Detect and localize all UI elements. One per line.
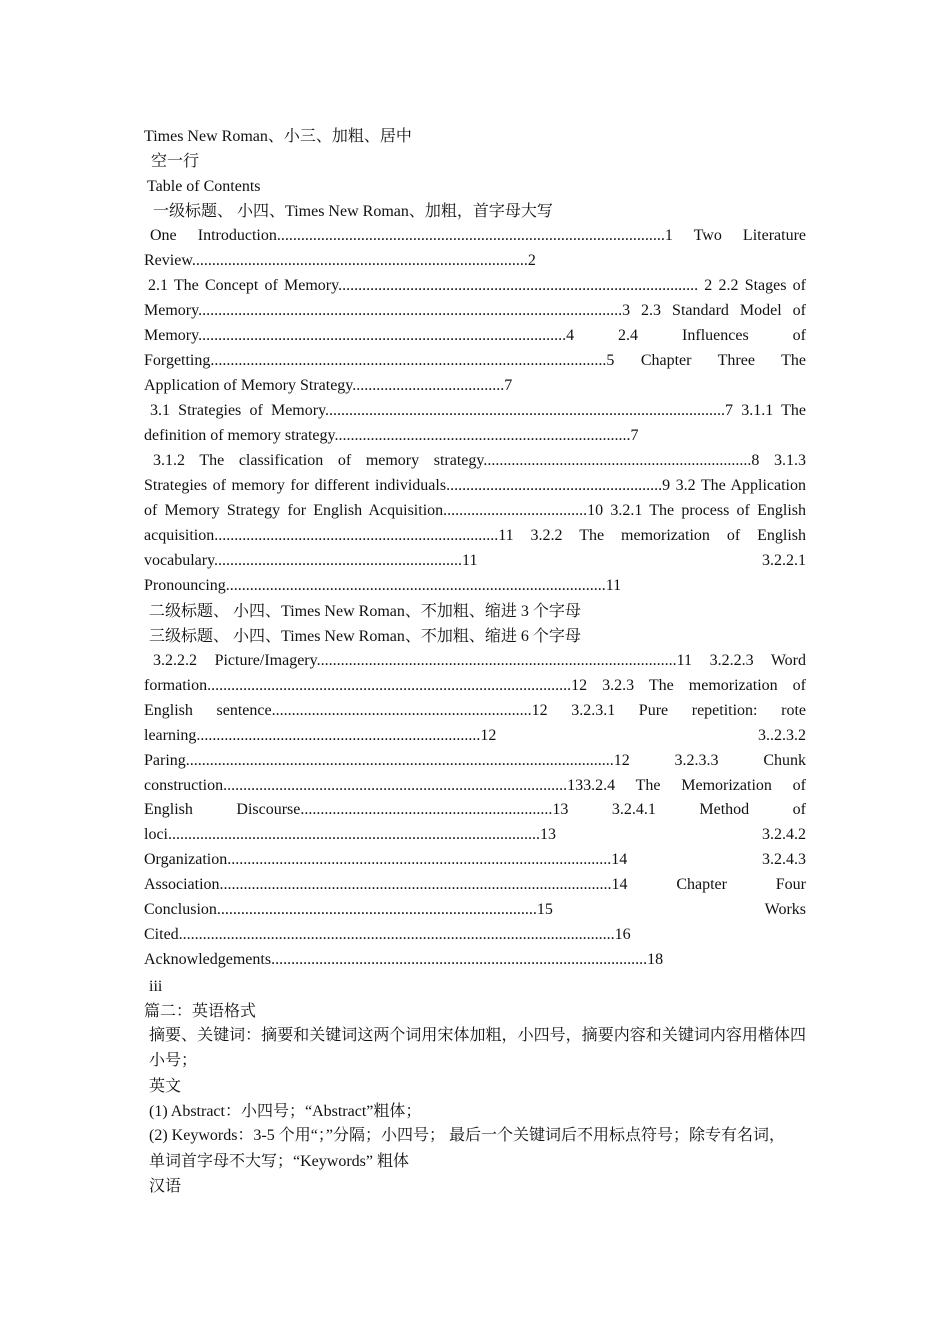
toc-block-3: 3.1 Strategies of Memory....................................................................................................7 3.1.1 The definition of memory strategy..........................................................................7 bbox=[144, 402, 806, 444]
abstract-rule-1: (1) Abstract：小四号；“Abstract”粗体； bbox=[149, 1102, 422, 1120]
toc-block-5: 3.2.2.2 Picture/Imagery..........................................................................................11 3.2.2.3 Word formation...........................................................................................12 3.2.3 The memorization of English sentence.................................................................12 3.2.3.1 Pure repetition: rote learning.......................................................................12 3..2.3.2 Paring...........................................................................................................12 3.2.3.3 Chunk construction......................................................................................133.2.4 The Memorization of English Discourse...............................................................13 3.2.4.1 Method of loci.............................................................................................13 3.2.4.2 Organization................................................................................................14 3.2.4.3 Association..................................................................................................14 Chapter Four Conclusion................................................................................15 Works Cited.............................................................................................................16 Acknowledgements..............................................................................................18 bbox=[144, 652, 806, 968]
blank-line-note: 空一行 bbox=[151, 153, 200, 170]
title-format-note: Times New Roman、小三、加粗、居中 bbox=[144, 128, 412, 145]
keywords-rule-2: (2) Keywords：3-5 个用“；”分隔；小四号； 最后一个关键词后不用标点符号；除专有名词， bbox=[149, 1126, 785, 1144]
document-body bbox=[144, 124, 806, 1199]
abstract-format-rule: 摘要、关键词：摘要和关键词这两个词用宋体加粗，小四号，摘要内容和关键词内容用楷体四小号； bbox=[149, 1027, 806, 1069]
page-number: iii bbox=[149, 978, 163, 995]
toc-block-4: 3.1.2 The classification of memory strategy...................................................................8 3.1.3 Strategies of memory for different individuals......................................................9 3.2 The Application of Memory Strategy for English Acquisition....................................10 3.2.1 The process of English acquisition.......................................................................11 3.2.2 The memorization of English vocabulary..............................................................11 3.2.2.1 Pronouncing...............................................................................................11 bbox=[144, 452, 806, 594]
level3-format-note: 三级标题、 小四、Times New Roman、不加粗、缩进 6 个字母 bbox=[149, 628, 581, 645]
chinese-label: 汉语 bbox=[149, 1177, 182, 1195]
level2-format-note: 二级标题、 小四、Times New Roman、不加粗、缩进 3 个字母 bbox=[149, 603, 581, 620]
level1-format-note: 一级标题、 小四、Times New Roman、加粗，首字母大写 bbox=[153, 203, 553, 220]
toc-block-2: 2.1 The Concept of Memory.......................................................................................... 2 2.2 Stages of Memory..........................................................................................................3 2.3 Standard Model of Memory............................................................................................4 2.4 Influences of Forgetting...................................................................................................5 Chapter Three The Application of Memory Strategy......................................7 bbox=[144, 277, 806, 394]
section2-title: 篇二：英语格式 bbox=[144, 1003, 257, 1020]
english-label: 英文 bbox=[149, 1077, 182, 1095]
toc-block-1: One Introduction.................................................................................................1 Two Literature Review....................................................................................2 bbox=[144, 227, 806, 269]
keywords-rule-2-continued: 单词首字母不大写；“Keywords” 粗体 bbox=[149, 1152, 409, 1170]
toc-heading: Table of Contents bbox=[147, 178, 261, 195]
